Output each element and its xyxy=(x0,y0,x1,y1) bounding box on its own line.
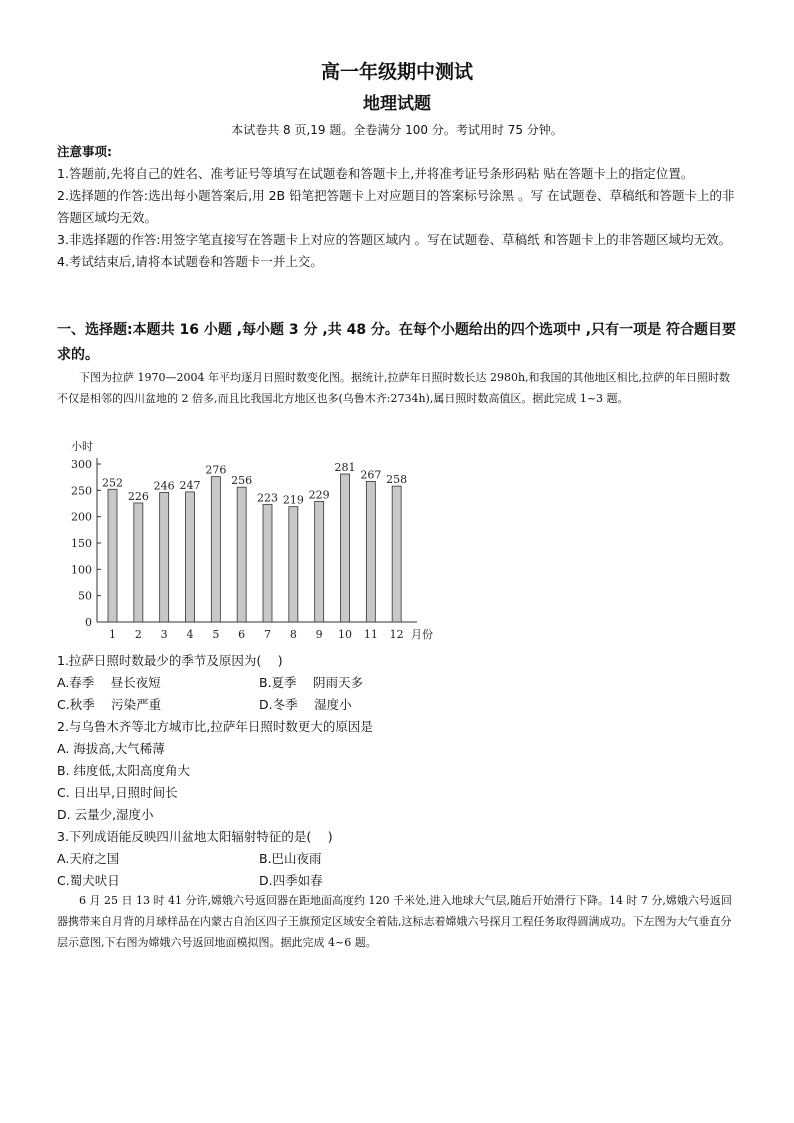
bar xyxy=(134,503,143,622)
x-tick-label: 5 xyxy=(212,628,220,641)
option: D.四季如春 xyxy=(259,873,323,888)
option: B. 纬度低,太阳高度角大 xyxy=(57,763,190,778)
option: A.春季 昼长夜短 xyxy=(57,675,161,690)
notice-heading: 注意事项: xyxy=(57,144,112,159)
bar xyxy=(211,477,220,622)
option: C.蜀犬吠日 xyxy=(57,873,120,888)
bar xyxy=(392,486,401,622)
data-label: 226 xyxy=(127,489,149,503)
passage-1: 下图为拉萨 1970—2004 年平均逐月日照时数变化图。据统计,拉萨年日照时数长达 2980h,和我国的其他地区相比,拉萨的年日照时数不仅是相邻的四川盆地的 2 倍多,而且比我国北方地区也多(乌鲁木齐:2734h),属日照时数高值区。据此完成 1~3 题。 xyxy=(57,371,731,405)
option: A.天府之国 xyxy=(57,851,120,866)
questions-1-3 xyxy=(57,650,741,892)
y-tick-label: 200 xyxy=(71,510,92,524)
data-label: 219 xyxy=(282,493,304,507)
option: B.巴山夜雨 xyxy=(259,851,322,866)
option: B.夏季 阴雨天多 xyxy=(259,675,364,690)
exam-title: 高一年级期中测试 xyxy=(320,61,473,83)
option: A. 海拔高,大气稀薄 xyxy=(57,741,165,756)
bar xyxy=(186,492,195,622)
data-label: 256 xyxy=(231,474,253,488)
x-tick-label: 1 xyxy=(109,628,116,641)
data-label: 229 xyxy=(308,488,330,502)
x-tick-label: 2 xyxy=(134,628,142,641)
bar xyxy=(315,501,324,622)
x-tick-label: 11 xyxy=(363,628,378,641)
data-label: 247 xyxy=(179,478,201,492)
y-tick-label: 150 xyxy=(71,537,92,550)
data-label: 258 xyxy=(386,473,408,487)
y-tick-label: 50 xyxy=(78,589,92,603)
question-stem: 2.与乌鲁木齐等北方城市比,拉萨年日照时数更大的原因是 xyxy=(57,719,373,734)
data-label: 267 xyxy=(360,468,382,482)
bar xyxy=(108,489,117,622)
exam-subject: 地理试题 xyxy=(363,94,431,114)
y-axis-label: 小时 xyxy=(71,440,93,453)
section-heading: 一、选择题:本题共 16 小题 ,每小题 3 分 ,共 48 分。在每个小题给出的四个选项中 ,只有一项是 符合题目要求的。 xyxy=(57,322,736,363)
x-tick-label: 8 xyxy=(289,628,297,641)
question-stem: 1.拉萨日照时数最少的季节及原因为( ) xyxy=(57,653,283,668)
notice-item: 1.答题前,先将自己的姓名、准考证号等填写在试题卷和答题卡上,并将准考证号条形码粘 贴在答题卡上的指定位置。 xyxy=(57,166,694,181)
bar xyxy=(263,505,272,622)
y-tick-label: 300 xyxy=(71,458,92,471)
option-row xyxy=(57,870,741,892)
passage-2: 6 月 25 日 13 时 41 分许,嫦娥六号返回器在距地面高度约 120 千米处,进入地球大气层,随后开始滑行下降。14 时 7 分,嫦娥六号返回器携带来自月背的月球样品在内蒙古自治区四子王旗预定区域安全着陆,这标志着嫦娥六号探月工程任务取得圆满成功。下左图为大气垂直分层示意图,下右图为嫦娥六号返回地面模拟图。据此完成 4~6 题。 xyxy=(57,894,732,949)
question-stem: 3.下列成语能反映四川盆地太阳辐射特征的是( ) xyxy=(57,829,333,844)
bar xyxy=(237,487,246,622)
bar xyxy=(289,507,298,622)
data-label: 276 xyxy=(205,463,227,477)
notice-item: 2.选择题的作答:选出每小题答案后,用 2B 铅笔把答题卡上对应题目的答案标号涂黑 。写 在试题卷、草稿纸和答题卡上的非答题区域均无效。 xyxy=(57,188,735,225)
bar xyxy=(366,481,375,622)
x-tick-label: 6 xyxy=(238,628,246,641)
x-tick-label: 4 xyxy=(186,628,194,641)
notice-section xyxy=(57,141,741,273)
notice-item: 4.考试结束后,请将本试题卷和答题卡一并上交。 xyxy=(57,254,323,269)
bar xyxy=(341,474,350,622)
x-tick-label: 7 xyxy=(264,628,271,641)
exam-info: 本试卷共 8 页,19 题。全卷满分 100 分。考试用时 75 分钟。 xyxy=(231,123,563,137)
x-tick-label: 3 xyxy=(160,628,168,641)
option-row xyxy=(57,672,741,694)
option: C. 日出早,日照时间长 xyxy=(57,785,178,800)
x-tick-label: 12 xyxy=(389,628,404,641)
y-tick-label: 250 xyxy=(71,484,92,498)
sunshine-bar-chart xyxy=(57,436,437,648)
data-label: 246 xyxy=(153,479,175,493)
data-label: 223 xyxy=(257,491,278,505)
x-tick-label: 9 xyxy=(315,628,323,641)
y-tick-label: 100 xyxy=(71,563,92,577)
option: D. 云量少,湿度小 xyxy=(57,807,154,822)
x-axis-label: 月份 xyxy=(411,628,433,641)
notice-item: 3.非选择题的作答:用签字笔直接写在答题卡上对应的答题区域内 。写在试题卷、草稿纸 和答题卡上的非答题区域均无效。 xyxy=(57,232,732,247)
option-row xyxy=(57,848,741,870)
x-tick-label: 10 xyxy=(338,628,352,641)
option: C.秋季 污染严重 xyxy=(57,697,162,712)
data-label: 281 xyxy=(334,461,356,475)
option-row xyxy=(57,694,741,716)
y-tick-label: 0 xyxy=(85,616,92,629)
bar xyxy=(160,492,169,622)
option: D.冬季 湿度小 xyxy=(259,697,352,712)
data-label: 252 xyxy=(102,476,123,490)
